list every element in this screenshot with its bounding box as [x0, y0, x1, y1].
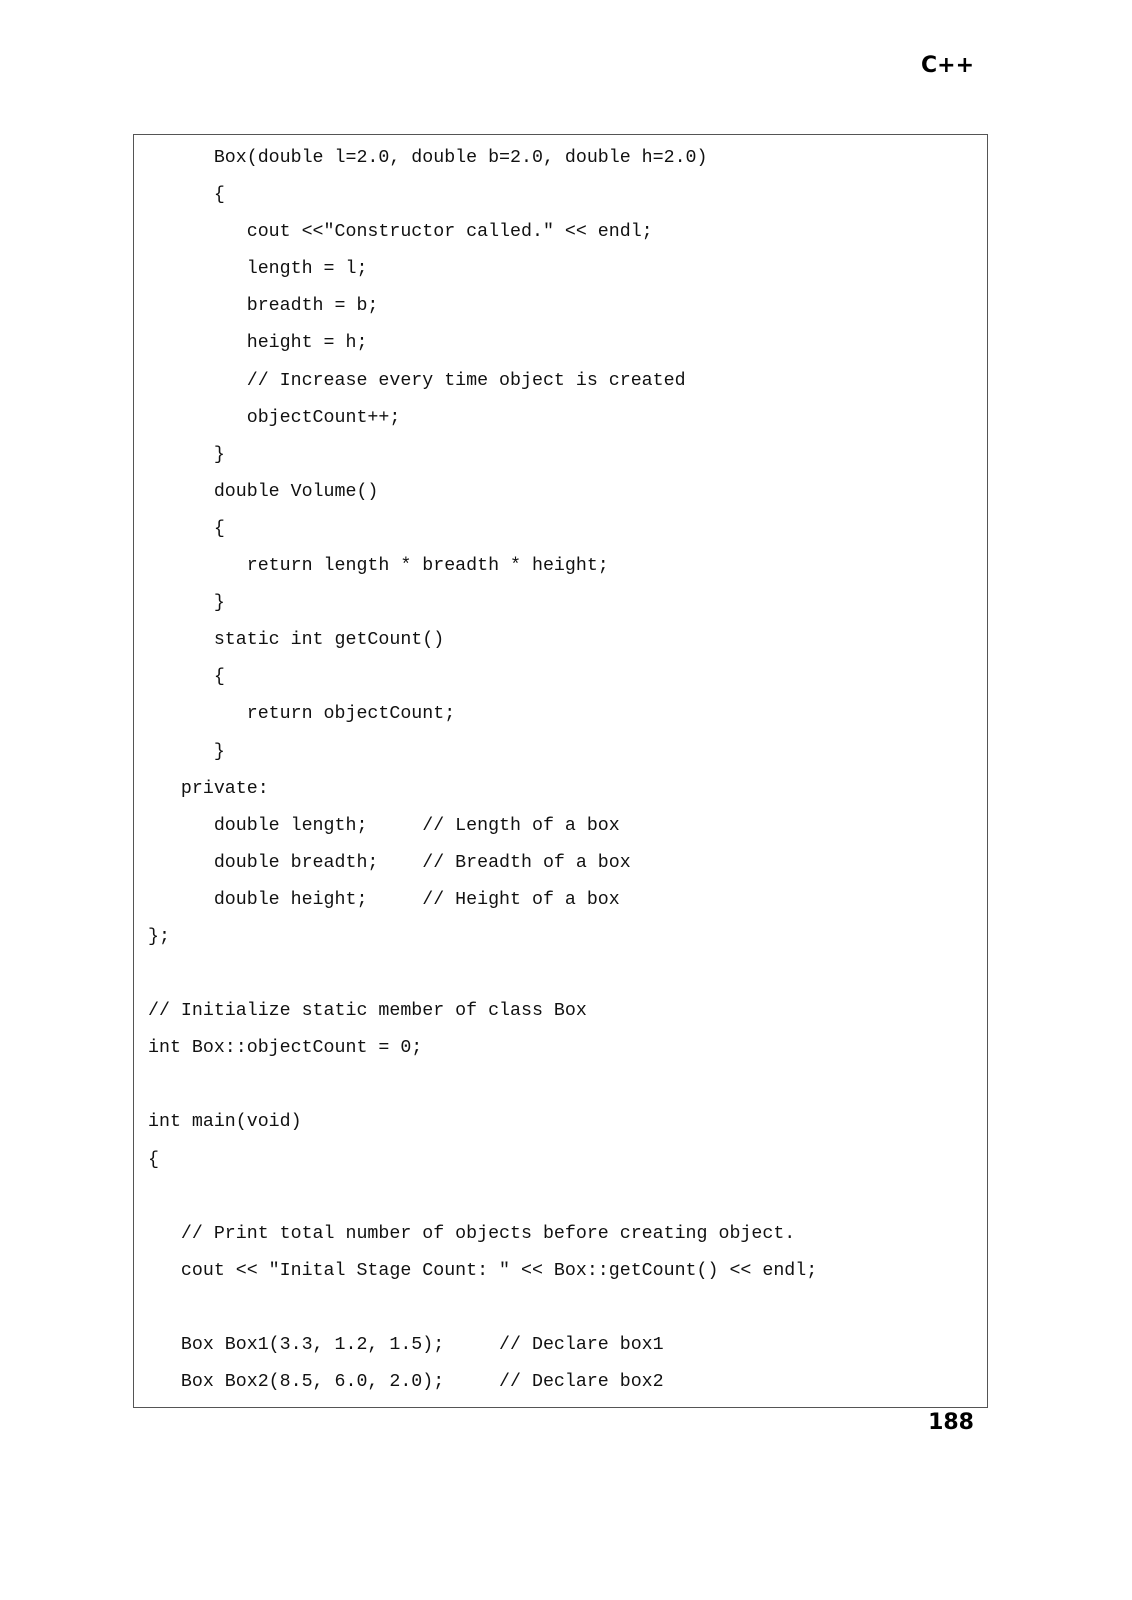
code-line: private:	[148, 778, 269, 799]
code-line: };	[148, 926, 170, 947]
code-line: height = h;	[148, 333, 368, 354]
code-line: {	[148, 518, 225, 539]
code-line: Box Box1(3.3, 1.2, 1.5); // Declare box1	[148, 1335, 664, 1355]
code-line	[134, 1290, 987, 1327]
running-header: C++	[920, 53, 974, 78]
code-line: {	[148, 1149, 159, 1170]
code-line: double Volume()	[148, 481, 379, 502]
code-line: {	[148, 667, 225, 688]
code-line: double length; // Length of a box	[148, 815, 620, 836]
code-line: }	[148, 444, 225, 465]
code-line: }	[148, 593, 225, 614]
code-line: }	[148, 741, 225, 762]
code-line: {	[148, 185, 225, 206]
code-line: cout <<"Constructor called." << endl;	[148, 222, 653, 243]
code-block	[133, 134, 988, 1408]
code-line: Box Box2(8.5, 6.0, 2.0); // Declare box2	[148, 1372, 664, 1393]
code-line: double height; // Height of a box	[148, 889, 620, 910]
code-line: Box(double l=2.0, double b=2.0, double h=2.0)	[148, 148, 708, 168]
code-line: int Box::objectCount = 0;	[148, 1038, 423, 1059]
code-line	[134, 956, 987, 993]
code-line: cout << "Inital Stage Count: " << Box::getCount() << endl;	[148, 1260, 818, 1281]
code-line: breadth = b;	[148, 296, 379, 317]
code-line: // Increase every time object is created	[148, 370, 686, 391]
code-line: static int getCount()	[148, 630, 445, 651]
code-line: length = l;	[148, 259, 368, 280]
code-line: // Initialize static member of class Box	[148, 1001, 587, 1022]
code-line	[134, 1179, 987, 1216]
code-line: int main(void)	[148, 1112, 302, 1133]
code-line: objectCount++;	[148, 407, 401, 428]
code-line: double breadth; // Breadth of a box	[148, 852, 631, 873]
code-line: // Print total number of objects before creating object.	[148, 1223, 796, 1244]
code-line	[134, 1067, 987, 1104]
page-number: 188	[928, 1410, 974, 1435]
code-line: return objectCount;	[148, 704, 456, 725]
code-line: return length * breadth * height;	[148, 556, 609, 577]
